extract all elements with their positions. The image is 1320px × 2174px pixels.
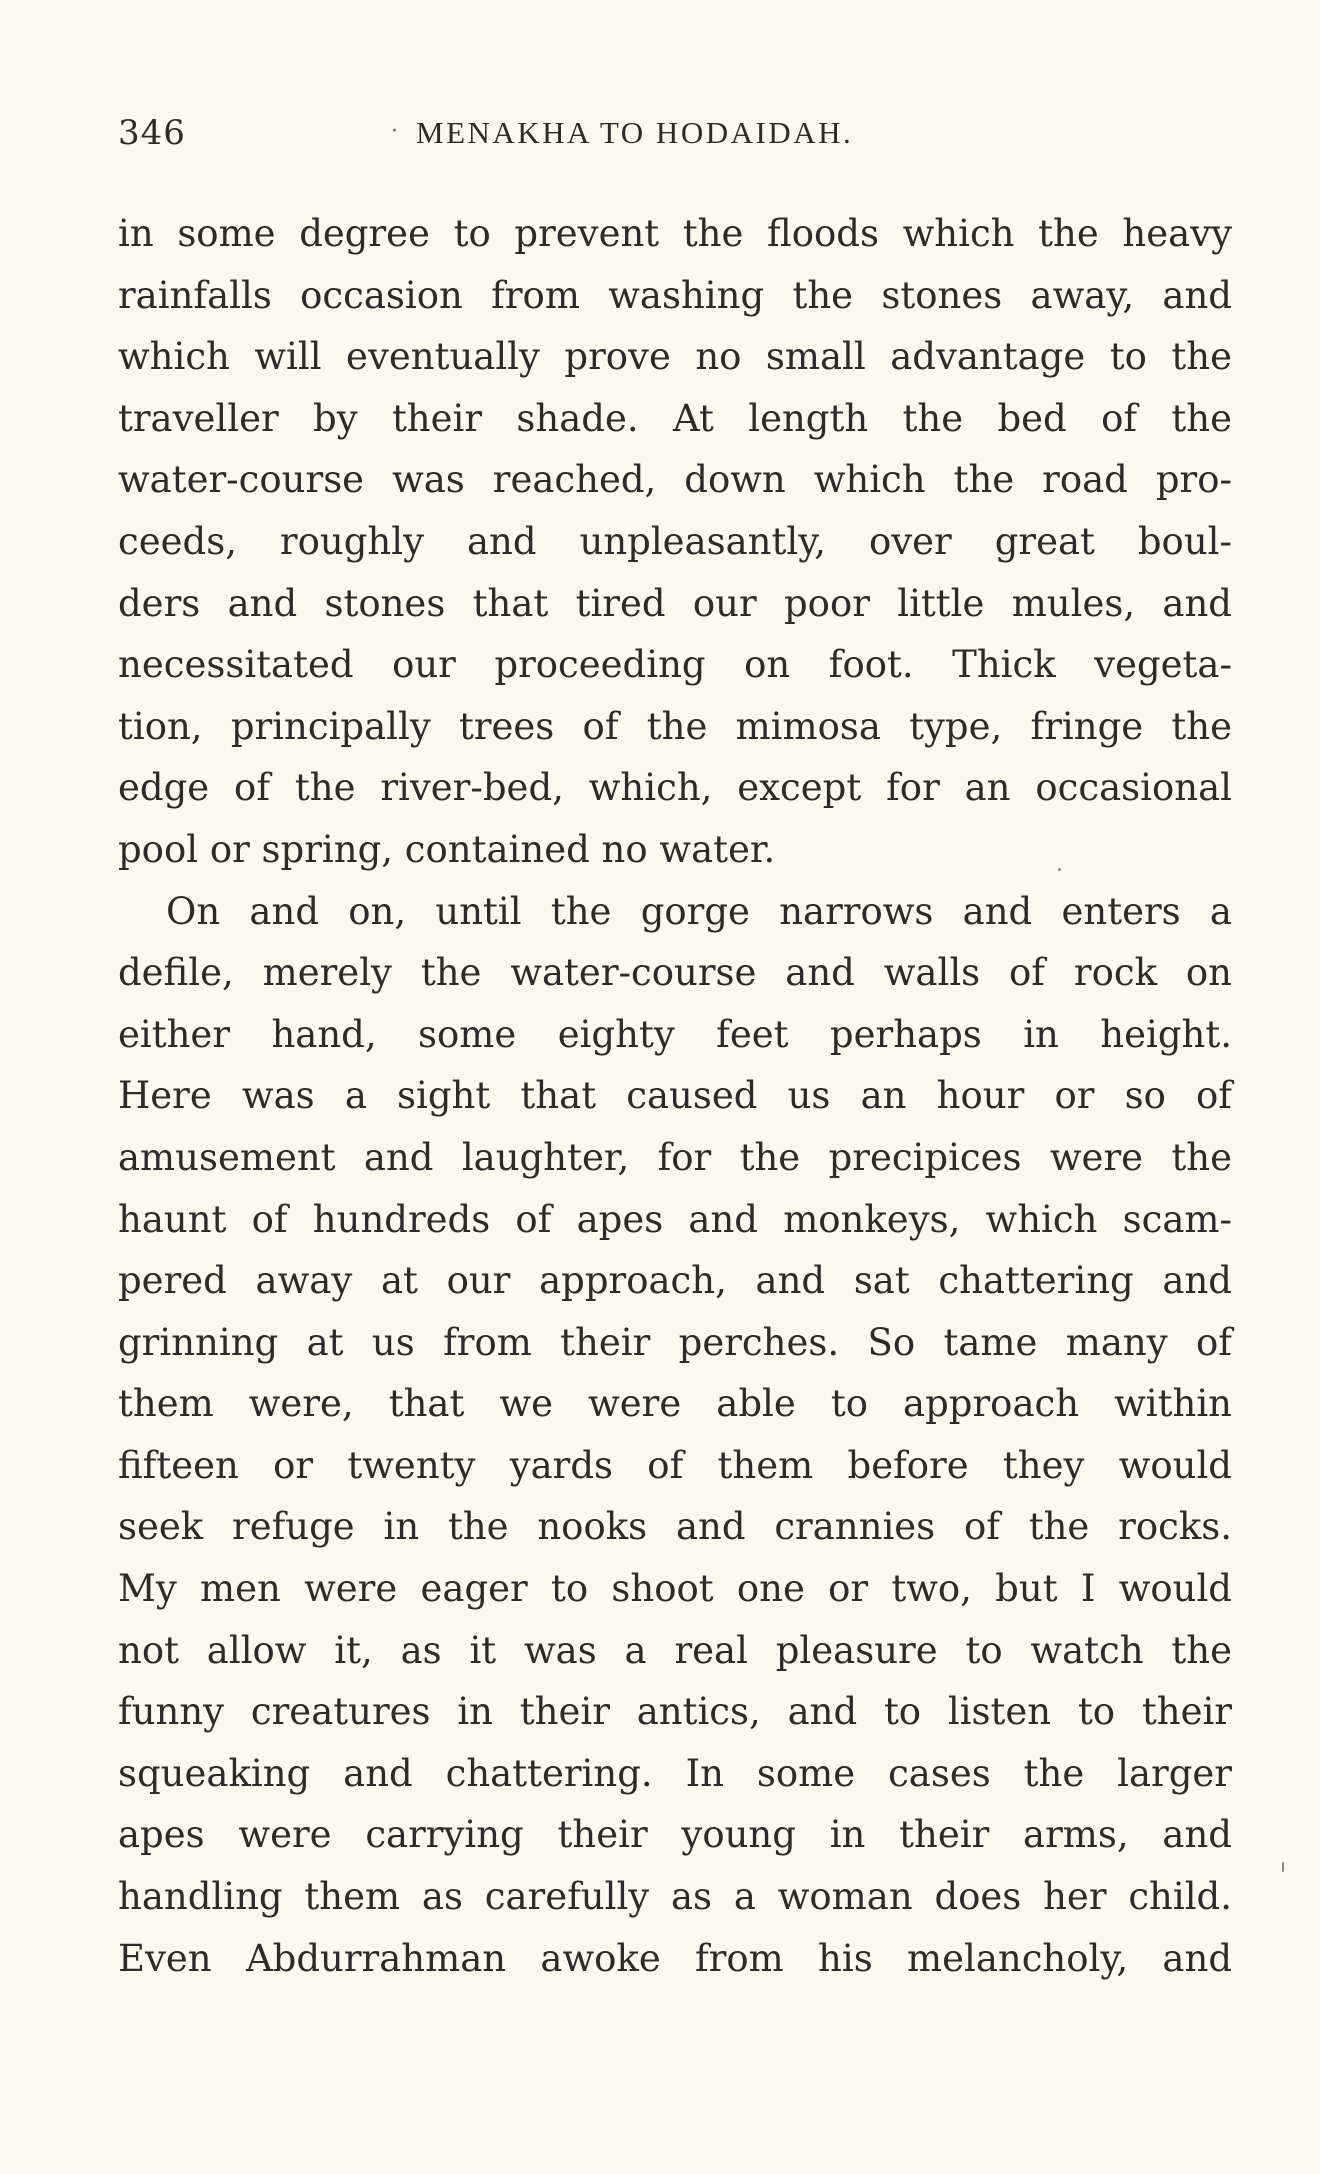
text-line: squeaking and chattering. In some cases the larger <box>118 1751 1232 1795</box>
page-number: 346 <box>118 113 186 153</box>
text-line: which will eventually prove no small advantage to the <box>118 335 1232 379</box>
text-line: Even Abdurrahman awoke from his melancholy, and <box>118 1936 1232 1980</box>
paragraph-end-line: pool or spring, contained no water. <box>118 827 776 871</box>
text-line: grinning at us from their perches. So tame many of <box>118 1320 1232 1364</box>
text-line: them were, that we were able to approach within <box>118 1382 1232 1426</box>
text-line: ders and stones that tired our poor little mules, and <box>118 581 1232 625</box>
text-line: fifteen or twenty yards of them before they would <box>118 1443 1232 1487</box>
header-separator: · <box>391 119 398 144</box>
text-line: water-course was reached, down which the road pro- <box>118 458 1232 502</box>
text-line: ceeds, roughly and unpleasantly, over great boul- <box>118 519 1232 563</box>
paper-speck <box>1058 868 1061 871</box>
page-header <box>118 113 1230 163</box>
text-line: amusement and laughter, for the precipices were the <box>118 1135 1232 1179</box>
paragraph-start-line: On and on, until the gorge narrows and enters a <box>166 889 1232 933</box>
paper-speck <box>1282 1862 1284 1872</box>
text-line: Here was a sight that caused us an hour or so of <box>118 1074 1232 1118</box>
running-title: MENAKHA TO HODAIDAH. <box>416 115 854 150</box>
text-line: not allow it, as it was a real pleasure to watch the <box>118 1628 1232 1672</box>
body-text <box>118 203 1232 1989</box>
text-line: My men were eager to shoot one or two, but I would <box>118 1567 1232 1611</box>
text-line: apes were carrying their young in their arms, and <box>118 1813 1232 1857</box>
text-line: funny creatures in their antics, and to listen to their <box>118 1690 1232 1734</box>
text-line: rainfalls occasion from washing the stones away, and <box>118 273 1232 317</box>
text-line: handling them as carefully as a woman does her child. <box>118 1875 1232 1919</box>
text-line: seek refuge in the nooks and crannies of the rocks. <box>118 1505 1232 1549</box>
text-line: traveller by their shade. At length the bed of the <box>118 396 1232 440</box>
text-line: necessitated our proceeding on foot. Thick vegeta- <box>118 643 1232 687</box>
text-line: in some degree to prevent the floods which the heavy <box>118 212 1232 255</box>
text-line: pered away at our approach, and sat chattering and <box>118 1259 1232 1303</box>
text-line: edge of the river-bed, which, except for an occasional <box>118 766 1232 810</box>
text-line: haunt of hundreds of apes and monkeys, which scam- <box>118 1197 1232 1241</box>
text-line: tion, principally trees of the mimosa type, fringe the <box>118 704 1232 748</box>
text-line: either hand, some eighty feet perhaps in height. <box>118 1012 1232 1056</box>
text-line: defile, merely the water-course and walls of rock on <box>118 951 1232 995</box>
